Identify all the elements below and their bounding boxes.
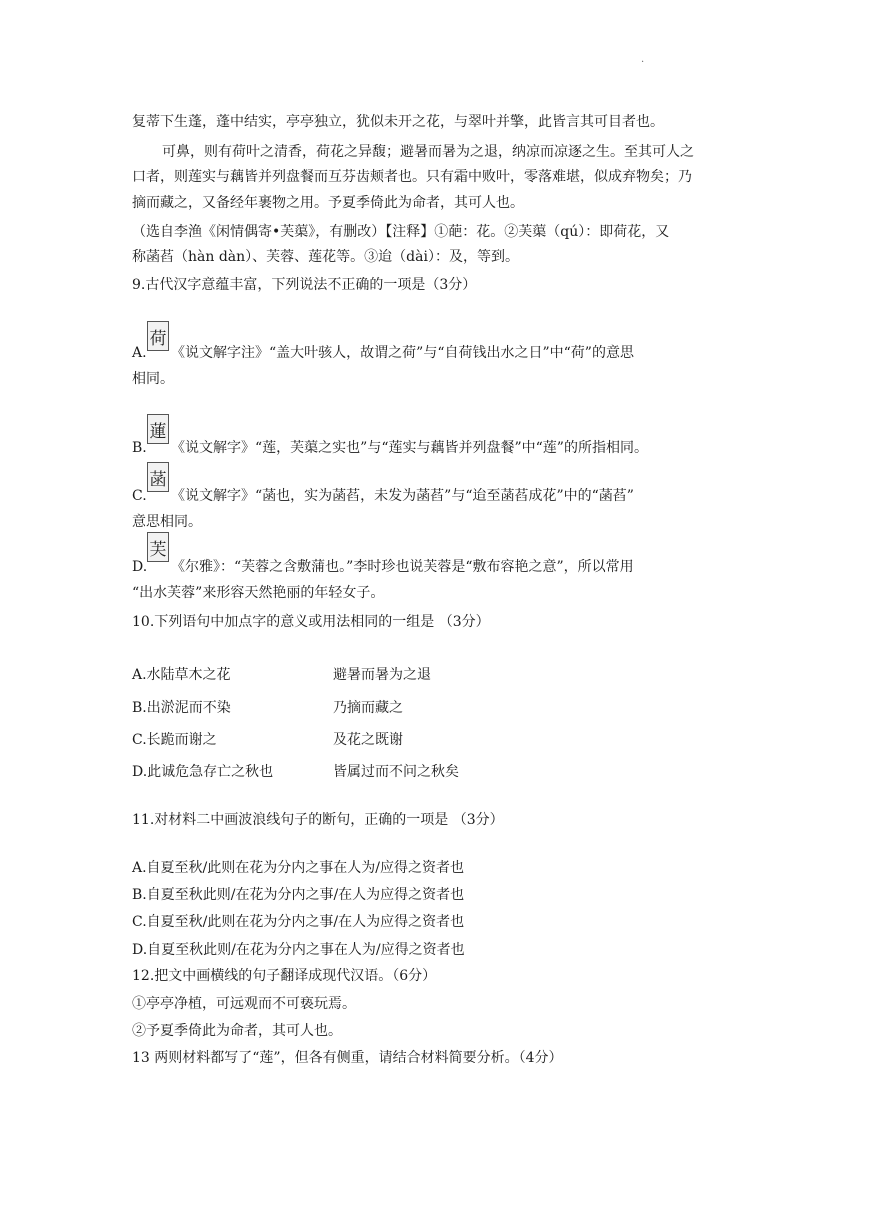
option-d-text: “出水芙蓉”来形容天然艳丽的年轻女子。 (132, 585, 385, 601)
seal-glyph-fu (147, 532, 169, 562)
question-12-stem: 12.把文中画横线的句子翻译成现代汉语。（6分） (132, 968, 437, 984)
page-marker: . (641, 54, 645, 65)
seal-glyph-text: 菡 (149, 469, 167, 490)
q11-option: D.自夏至秋此则/在花为分内之事在人为/应得之资者也 (132, 942, 465, 958)
q12-sentence: ②予夏季倚此为命者，其可人也。 (132, 1023, 342, 1039)
option-d-text: 《尔雅》：“芙蓉之含敷蒲也。”李时珍也说芙蓉是“敷布容艳之意”，所以常用 (171, 559, 634, 575)
q11-option: A.自夏至秋/此则在花为分内之事在人为/应得之资者也 (132, 860, 464, 876)
passage-line: 口者，则莲实与藕皆并列盘餐而互芬齿颊者也。只有霜中败叶，零落难堪，似成弃物矣；乃 (132, 169, 692, 185)
q10-option-right: 乃摘而藏之 (333, 700, 403, 716)
passage-line: 复蒂下生蓬，蓬中结实，亭亭独立，犹似未开之花，与翠叶并擎，此皆言其可目者也。 (132, 114, 664, 130)
q10-option-right: 及花之既谢 (333, 732, 403, 748)
question-13-stem: 13 两则材料都写了“莲”，但各有侧重，请结合材料简要分析。（4分） (132, 1050, 563, 1066)
q12-sentence: ①亭亭净植，可远观而不可亵玩焉。 (132, 996, 356, 1012)
seal-glyph-lian (147, 414, 169, 444)
passage-line: 可鼻，则有荷叶之清香，荷花之异馥；避暑而暑为之退，纳凉而凉逐之生。至其可人之 (162, 144, 694, 160)
question-10-stem: 10.下列语句中加点字的意义或用法相同的一组是 （3分） (132, 614, 490, 630)
option-b-label: B. (132, 440, 147, 456)
q10-option-left: A.水陆草木之花 (132, 667, 231, 683)
q10-option-left: B.出淤泥而不染 (132, 700, 231, 716)
option-d-label: D. (132, 559, 148, 575)
seal-glyph-he (147, 321, 169, 351)
option-a-label: A. (132, 345, 147, 361)
option-c-text: 意思相同。 (132, 514, 202, 530)
option-c-text: 《说文解字》“菡也，实为菡萏，未发为菡萏”与“迨至菡萏成花”中的“菡萏” (171, 488, 634, 504)
q10-option-right: 皆属过而不问之秋矣 (333, 764, 459, 780)
question-11-stem: 11.对材料二中画波浪线句子的断句，正确的一项是 （3分） (132, 812, 504, 828)
option-a-text: 《说文解字注》“盖大叶骇人，故谓之荷”与“自荷钱出水之日”中“荷”的意思 (171, 345, 634, 361)
q10-option-left: C.长跪而谢之 (132, 732, 217, 748)
source-note: 称菡萏（hàn dàn）、芙蓉、莲花等。③迨（dài）：及，等到。 (132, 249, 519, 265)
q10-option-right: 避暑而暑为之退 (333, 667, 431, 683)
seal-glyph-text: 荷 (149, 328, 167, 349)
option-a-text: 相同。 (132, 371, 174, 387)
q11-option: C.自夏至秋/此则在花为分内之事/在人为应得之资者也 (132, 914, 465, 930)
seal-glyph-text: 蓮 (149, 421, 167, 442)
question-9-stem: 9.古代汉字意蕴丰富，下列说法不正确的一项是（3分） (132, 277, 477, 293)
seal-glyph-text: 芙 (149, 539, 167, 560)
q10-option-left: D.此诚危急存亡之秋也 (132, 764, 274, 780)
source-note: （选自李渔《闲情偶寄•芙蕖》，有删改）【注释】①葩：花。②芙蕖（qú）：即荷花，又 (132, 224, 670, 240)
passage-line: 摘而藏之，又备经年裹物之用。予夏季倚此为命者，其可人也。 (132, 195, 524, 211)
seal-glyph-han (147, 462, 169, 492)
option-b-text: 《说文解字》“莲，芙蕖之实也”与“莲实与藕皆并列盘餐”中“莲”的所指相同。 (171, 440, 648, 456)
option-c-label: C. (132, 488, 147, 504)
q11-option: B.自夏至秋此则/在花为分内之事/在人为应得之资者也 (132, 887, 465, 903)
